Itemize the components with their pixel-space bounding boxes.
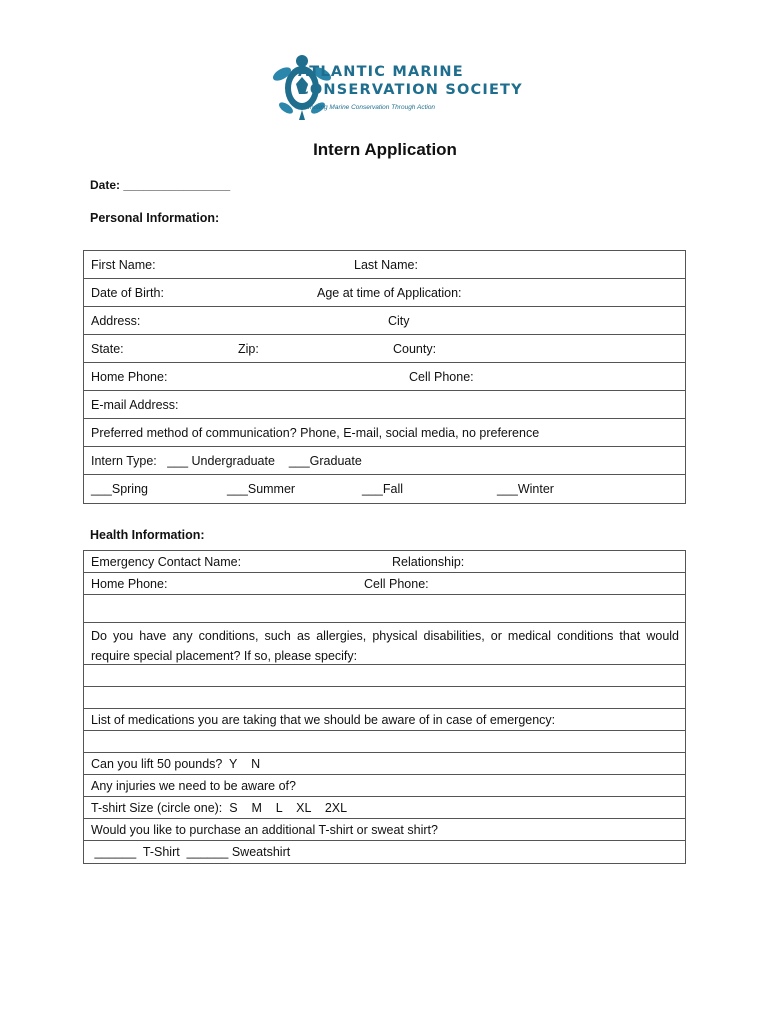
blank-row[interactable] xyxy=(84,731,685,753)
logo-name-line2: CONSERVATION SOCIETY xyxy=(298,82,523,98)
age-field[interactable]: Age at time of Application: xyxy=(317,285,462,300)
table-row xyxy=(84,447,685,475)
last-name-field[interactable]: Last Name: xyxy=(354,257,418,272)
communication-preference-field[interactable]: Preferred method of communication? Phone, E-mail, social media, no preference xyxy=(91,425,540,440)
medications-question: List of medications you are taking that we should be aware of in case of emergency: xyxy=(91,712,556,727)
table-row xyxy=(84,709,685,731)
table-row xyxy=(84,363,685,391)
table-row xyxy=(84,797,685,819)
lift-question[interactable]: Can you lift 50 pounds? Y N xyxy=(91,756,261,771)
table-row xyxy=(84,307,685,335)
table-row xyxy=(84,335,685,363)
table-row xyxy=(84,475,685,503)
table-row xyxy=(84,251,685,279)
page-title: Intern Application xyxy=(313,140,457,159)
table-row xyxy=(84,753,685,775)
shirt-purchase-options[interactable]: ______ T-Shirt ______ Sweatshirt xyxy=(91,845,291,859)
winter-option[interactable]: ___Winter xyxy=(497,482,554,496)
emergency-cell-phone-field[interactable]: Cell Phone: xyxy=(364,576,429,591)
blank-row[interactable] xyxy=(84,595,685,623)
summer-option[interactable]: ___Summer xyxy=(227,482,296,496)
table-row xyxy=(84,819,685,841)
emergency-contact-field[interactable]: Emergency Contact Name: xyxy=(91,554,242,569)
fall-option[interactable]: ___Fall xyxy=(362,482,403,496)
table-row xyxy=(84,841,685,863)
table-row xyxy=(84,419,685,447)
health-info-heading: Health Information: xyxy=(90,528,205,542)
blank-row[interactable] xyxy=(84,665,685,687)
blank-row[interactable] xyxy=(84,687,685,709)
conditions-question: Do you have any conditions, such as allergies, physical disabilities, or medical conditions that would require special placement? If so, please specify: xyxy=(91,629,679,663)
logo-name-line1: ATLANTIC MARINE xyxy=(298,64,464,80)
spring-option[interactable]: ___Spring xyxy=(91,482,148,496)
table-row xyxy=(84,279,685,307)
intern-type-field[interactable]: Intern Type: ___ Undergraduate ___Graduate xyxy=(91,453,362,468)
injuries-question[interactable]: Any injuries we need to be aware of? xyxy=(91,778,296,793)
tshirt-size-field[interactable]: T-shirt Size (circle one): S M L XL 2XL xyxy=(91,800,348,815)
cell-phone-field[interactable]: Cell Phone: xyxy=(409,369,474,384)
relationship-field[interactable]: Relationship: xyxy=(392,554,465,569)
organization-logo xyxy=(232,44,528,132)
state-field[interactable]: State: xyxy=(91,341,124,356)
table-row xyxy=(84,775,685,797)
table-row xyxy=(84,391,685,419)
health-info-table xyxy=(83,550,686,864)
emergency-home-phone-field[interactable]: Home Phone: xyxy=(91,576,168,591)
logo-tagline: Promoting Marine Conservation Through Action xyxy=(298,104,436,111)
personal-info-heading: Personal Information: xyxy=(90,211,220,225)
personal-info-table xyxy=(83,250,686,504)
county-field[interactable]: County: xyxy=(393,341,437,356)
email-field[interactable]: E-mail Address: xyxy=(91,397,179,412)
table-row xyxy=(84,551,685,573)
purchase-question: Would you like to purchase an additional T-shirt or sweat shirt? xyxy=(91,822,438,837)
date-of-birth-field[interactable]: Date of Birth: xyxy=(91,285,164,300)
date-field[interactable]: Date: ________________ xyxy=(90,178,231,192)
city-field[interactable]: City xyxy=(388,313,410,328)
table-row xyxy=(84,623,685,665)
first-name-field[interactable]: First Name: xyxy=(91,257,156,272)
address-field[interactable]: Address: xyxy=(91,313,141,328)
home-phone-field[interactable]: Home Phone: xyxy=(91,369,168,384)
zip-field[interactable]: Zip: xyxy=(238,341,259,356)
table-row xyxy=(84,573,685,595)
